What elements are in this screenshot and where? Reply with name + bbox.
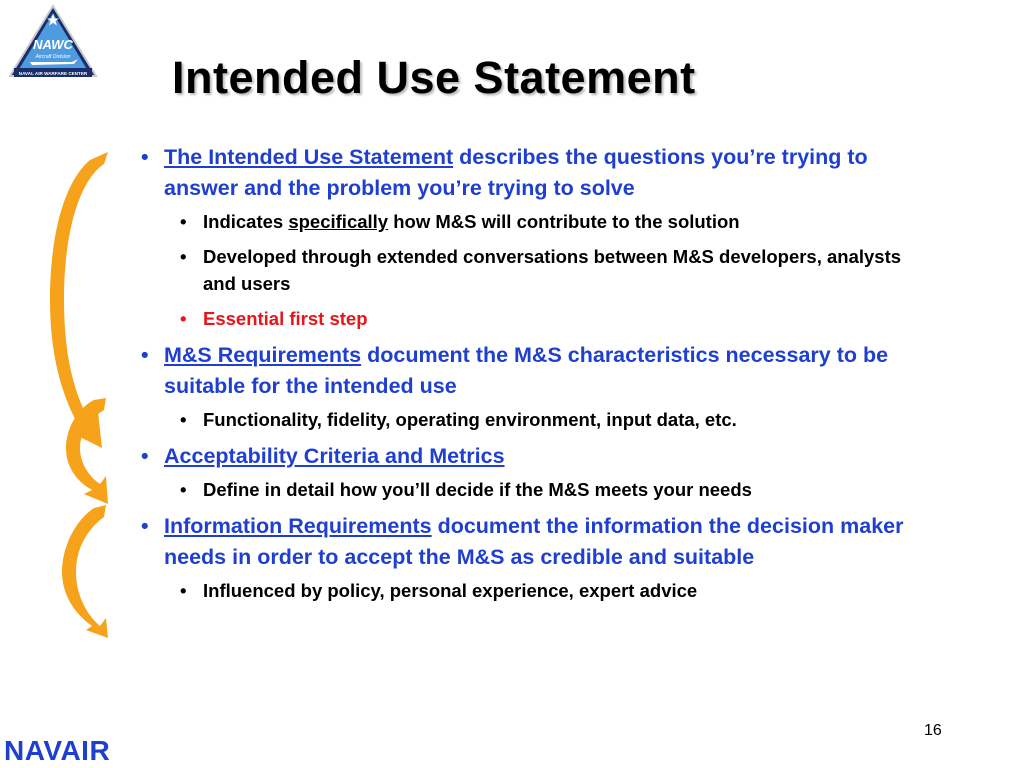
bullet-item-1 (137, 142, 937, 204)
sub-bullet-text-post: how M&S will contribute to the solution (388, 211, 740, 232)
svg-text:NAVAL AIR WARFARE CENTER: NAVAL AIR WARFARE CENTER (18, 71, 88, 76)
sub-bullet-marker: • (180, 580, 187, 601)
sub-bullet-marker: • (180, 479, 187, 500)
navair-footer-logo: NAVAIR (4, 735, 111, 766)
ms-requirements-link[interactable]: M&S Requirements (164, 343, 362, 367)
bullet-marker: • (141, 145, 149, 169)
sub-bullet-text: Influenced by policy, personal experience, expert advice (203, 580, 698, 601)
bullet-marker: • (141, 444, 149, 468)
bullet-text: document the M&S characteristics necessary to be suitable for the intended use (164, 343, 889, 398)
nawc-logo (8, 4, 98, 80)
sub-bullet-text: Essential first step (203, 308, 368, 329)
svg-text:Aircraft Division: Aircraft Division (35, 54, 71, 60)
sub-bullet-item (137, 406, 937, 433)
sub-bullet-item (137, 243, 937, 297)
bullet-marker: • (141, 514, 149, 538)
sub-bullet-marker: • (180, 246, 187, 267)
sub-bullet-text: Developed through extended conversations between M&S developers, analysts and users (203, 246, 902, 294)
page-title: Intended Use Statement (172, 52, 696, 103)
sub-bullet-text-pre: Indicates (203, 211, 289, 232)
information-requirements-link[interactable]: Information Requirements (164, 514, 432, 538)
orange-feedback-arrows-icon (50, 150, 120, 640)
page-number: 16 (924, 722, 942, 739)
acceptability-criteria-link[interactable]: Acceptability Criteria and Metrics (164, 444, 505, 468)
bullet-item-2 (137, 340, 937, 402)
sub-bullet-item (137, 476, 937, 503)
bullet-item-4 (137, 511, 937, 573)
sub-bullet-item (137, 208, 937, 235)
sub-bullet-text: Define in detail how you’ll decide if the M&S meets your needs (203, 479, 752, 500)
sub-bullet-marker: • (180, 308, 187, 329)
bullet-list (137, 142, 937, 612)
sub-bullet-text: Functionality, fidelity, operating environment, input data, etc. (203, 409, 737, 430)
bullet-text: describes the questions you’re trying to answer and the problem you’re trying to solve (164, 145, 868, 200)
svg-text:NAWC: NAWC (33, 37, 73, 52)
sub-bullet-item (137, 577, 937, 604)
sub-bullet-item-highlight (137, 305, 937, 332)
bullet-text: document the information the decision maker needs in order to accept the M&S as credible and suitable (164, 514, 904, 569)
intended-use-link[interactable]: The Intended Use Statement (164, 145, 454, 169)
sub-bullet-marker: • (180, 409, 187, 430)
bullet-item-3 (137, 441, 937, 472)
sub-bullet-marker: • (180, 211, 187, 232)
underlined-text: specifically (288, 211, 389, 232)
bullet-marker: • (141, 343, 149, 367)
